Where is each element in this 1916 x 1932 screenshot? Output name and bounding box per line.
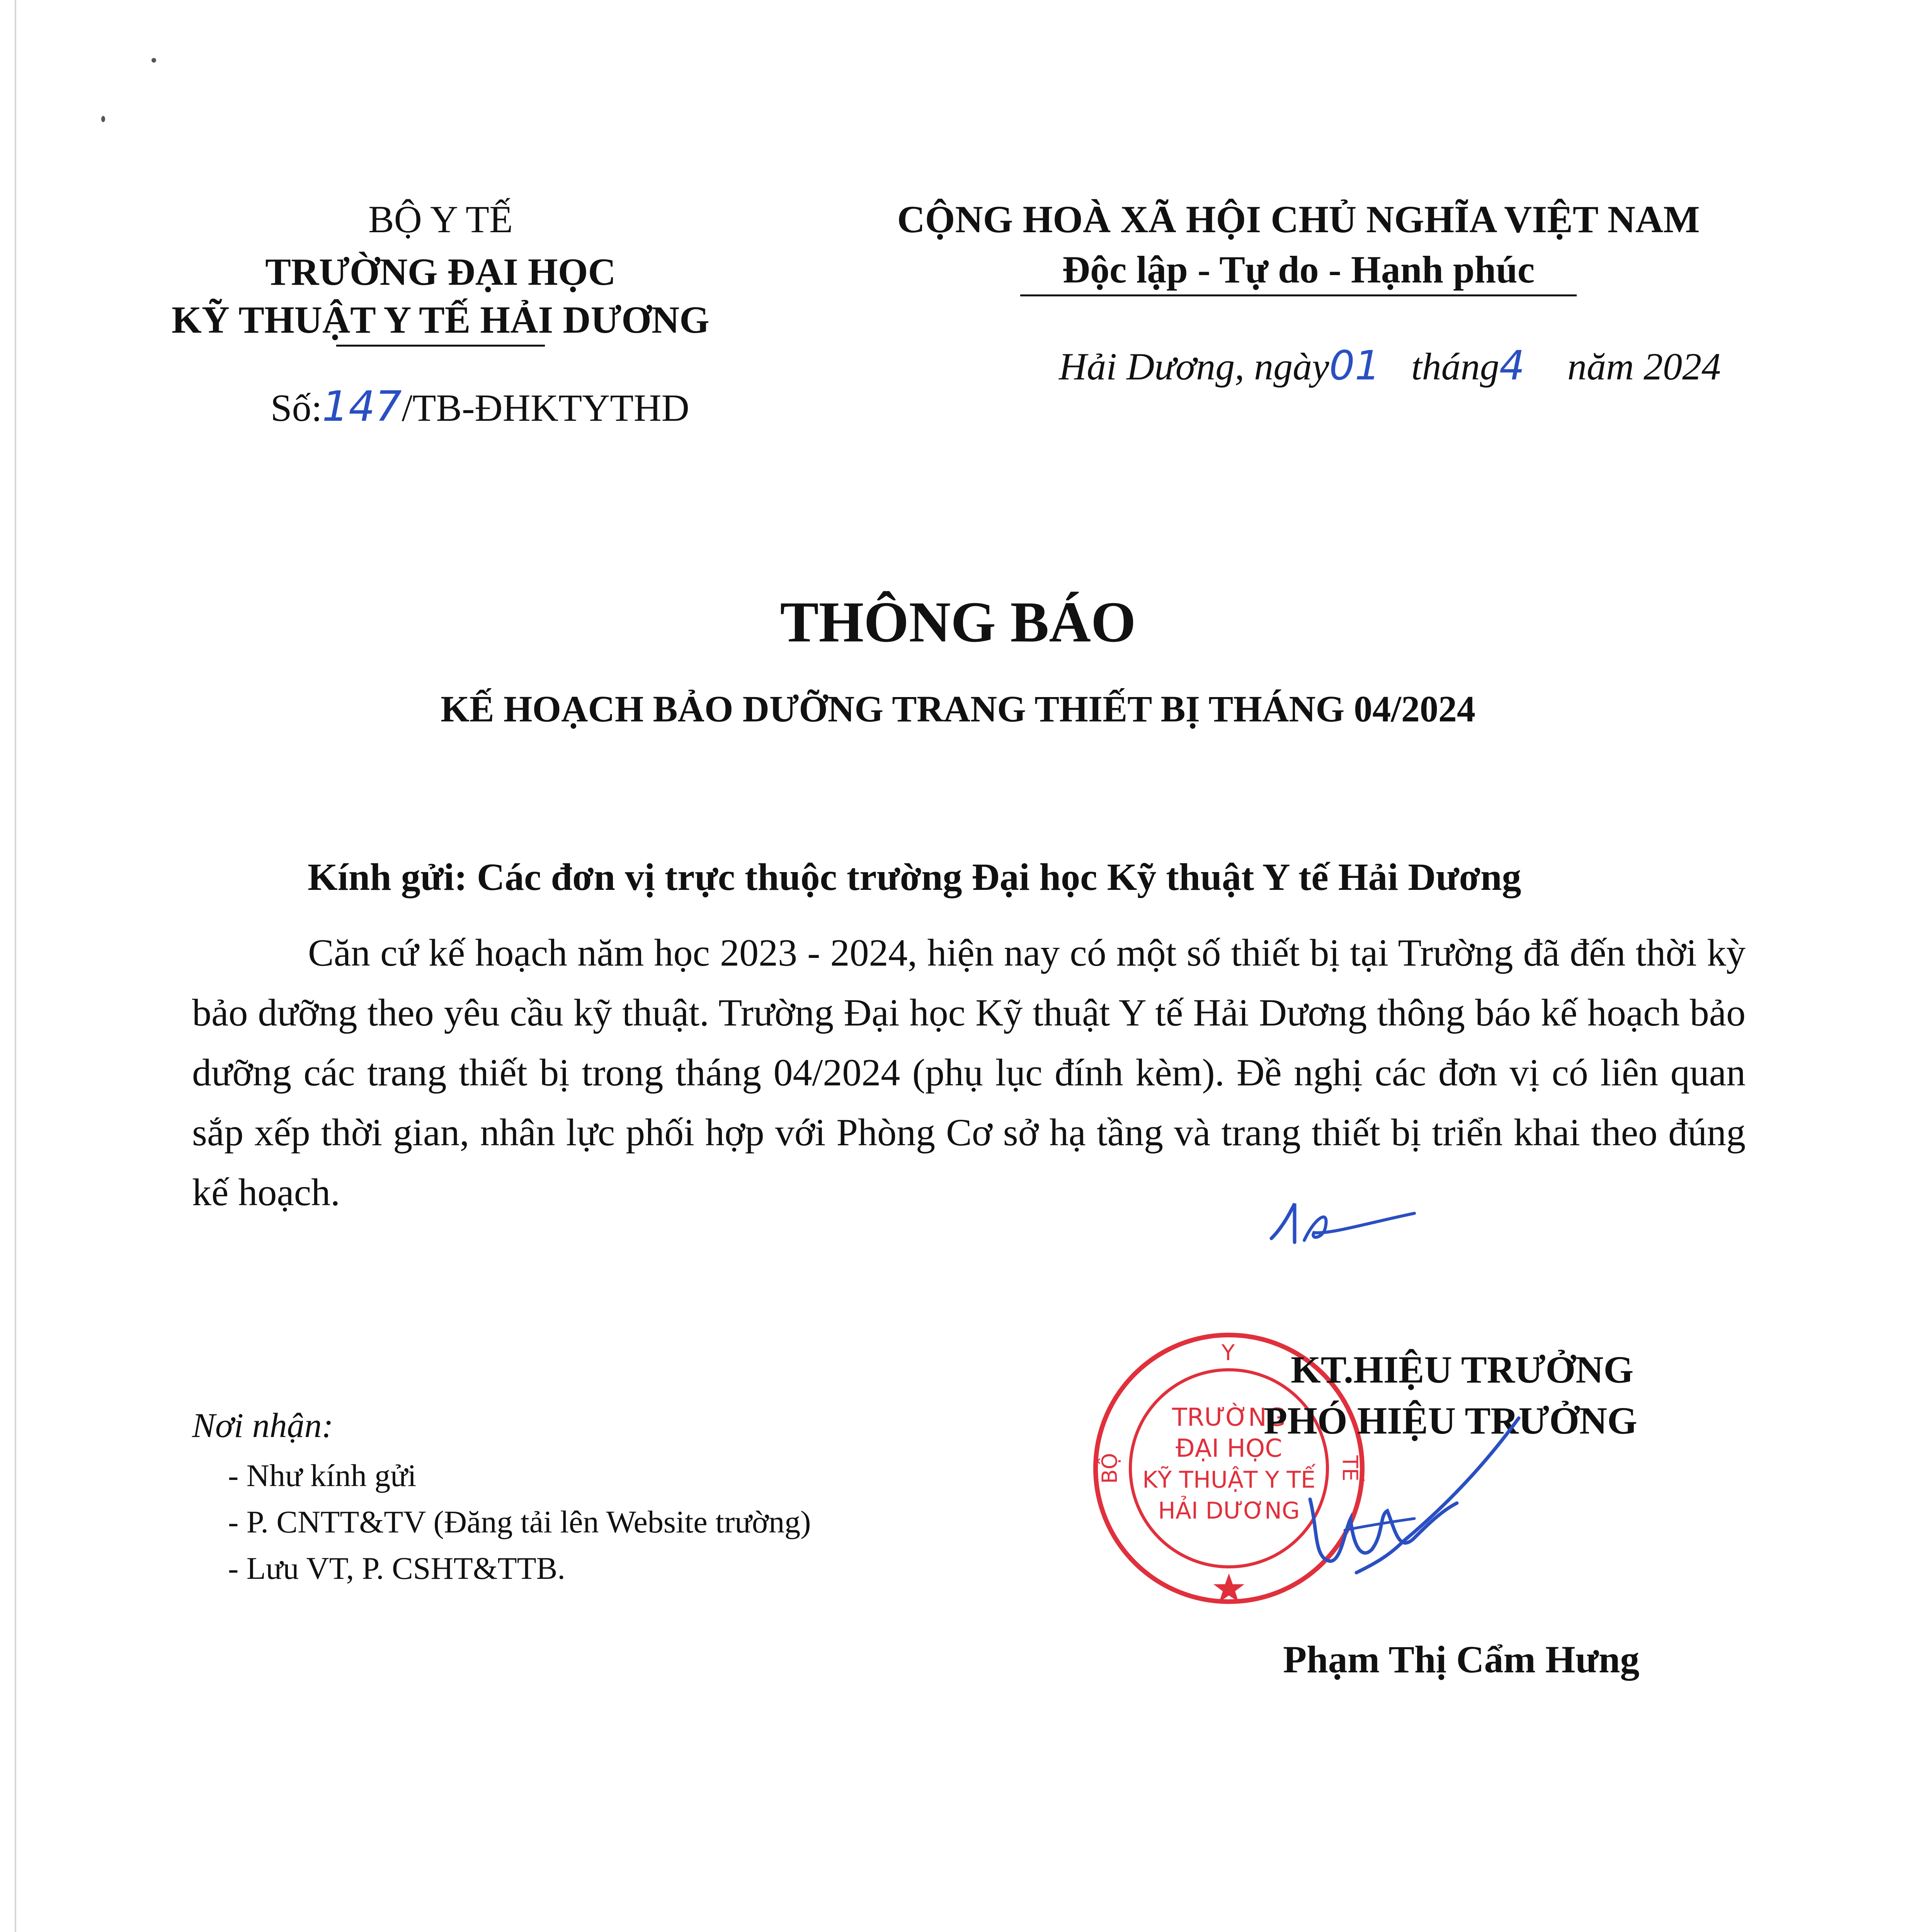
recipient-item: - Lưu VT, P. CSHT&TTB. — [228, 1551, 565, 1586]
scan-speck — [101, 116, 105, 122]
stamp-ring-top: Y — [1221, 1340, 1235, 1366]
header-left-underline — [336, 345, 545, 347]
number-suffix: /TB-ĐHKTYTHD — [402, 386, 689, 429]
recipient-item: - Như kính gửi — [228, 1458, 417, 1493]
scan-speck — [151, 58, 156, 63]
body-paragraph: Căn cứ kế hoạch năm học 2023 - 2024, hiện nay có một số thiết bị tại Trường đã đến thời kỳ bảo dưỡng theo yêu cầu kỹ thuật. Trường Đại học Kỹ thuật Y tế Hải Dương thông báo kế hoạch bảo dưỡng các trang thiết bị trong tháng 04/2024 (phụ lục đính kèm). Đề nghị các đơn vị có liên quan sắp xếp thời gian, nhân lực phối hợp với Phòng Cơ sở hạ tầng và trang thiết bị triển khai theo đúng kế hoạch. — [192, 931, 1746, 1214]
national-motto: Độc lập - Tự do - Hạnh phúc — [1062, 248, 1535, 291]
recipient-item: - P. CNTT&TV (Đăng tải lên Website trường) — [228, 1504, 811, 1539]
school-name-line1: TRƯỜNG ĐẠI HỌC — [265, 250, 616, 293]
signature-title-line2: PHÓ HIỆU TRƯỞNG — [1264, 1399, 1637, 1442]
number-handwritten: 147 — [322, 383, 402, 431]
school-name-line2: KỸ THUẬT Y TẾ HẢI DƯƠNG — [172, 298, 710, 341]
stamp-center-line1: TRƯỜNG — [1172, 1403, 1286, 1432]
recipients-title: Nơi nhận: — [192, 1406, 334, 1445]
stamp-ring-right: TẾ — [1338, 1455, 1362, 1481]
stamp-ring-left: BỘ — [1098, 1453, 1122, 1484]
document-subtitle: KẾ HOẠCH BẢO DƯỠNG TRANG THIẾT BỊ THÁNG 04/2024 — [441, 688, 1475, 730]
stamp-center-line4: HẢI DƯƠNG — [1158, 1497, 1300, 1524]
initials-mark — [1268, 1196, 1422, 1250]
stamp-star-icon — [1213, 1573, 1244, 1602]
number-prefix: Số: — [271, 386, 322, 429]
handwritten-signature — [1287, 1414, 1581, 1631]
document-title: THÔNG BÁO — [780, 590, 1136, 654]
signature-title-line1: KT.HIỆU TRƯỞNG — [1291, 1348, 1634, 1391]
date-year: năm 2024 — [1567, 345, 1721, 388]
ministry-name: BỘ Y TẾ — [368, 198, 513, 241]
stamp-center-line2: ĐẠI HỌC — [1176, 1434, 1282, 1463]
date-month-label: tháng — [1411, 345, 1499, 388]
signer-name: Phạm Thị Cẩm Hưng — [1283, 1638, 1640, 1681]
header-right-underline — [1020, 294, 1577, 296]
stamp-center-line3: KỸ THUẬT Y TẾ — [1142, 1466, 1315, 1493]
date-line — [1059, 339, 1721, 393]
country-name: CỘNG HOÀ XÃ HỘI CHỦ NGHĨA VIỆT NAM — [897, 198, 1700, 241]
document-number — [271, 381, 689, 434]
date-month: 4 — [1499, 342, 1525, 389]
date-day: 01 — [1329, 342, 1380, 389]
salutation: Kính gửi: Các đơn vị trực thuộc trường Đại học Kỹ thuật Y tế Hải Dương — [308, 855, 1521, 898]
scan-edge — [15, 0, 16, 1932]
date-place: Hải Dương, ngày — [1059, 345, 1329, 388]
